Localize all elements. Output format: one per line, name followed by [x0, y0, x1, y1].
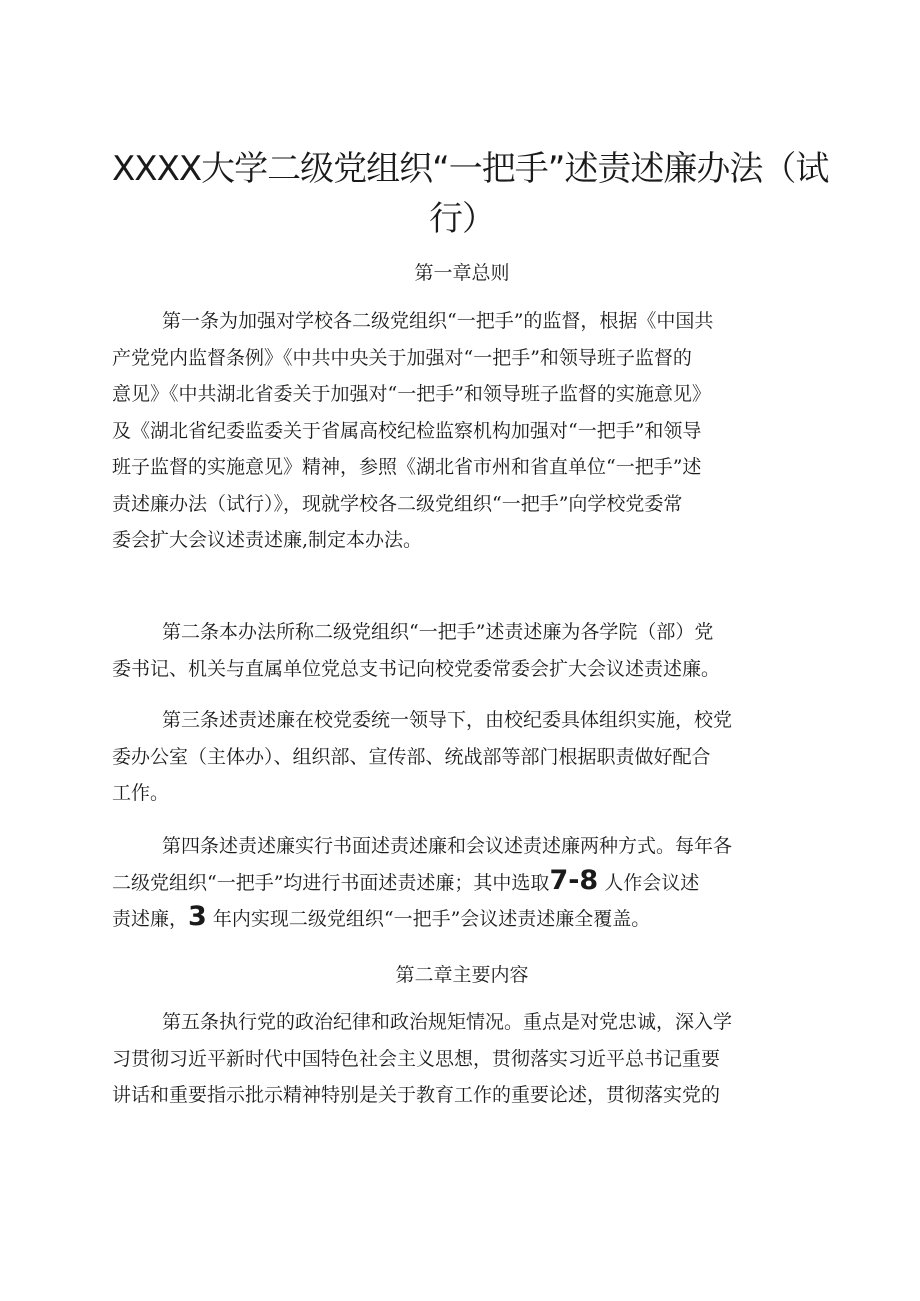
chapter-2-heading: 第二章主要内容	[395, 964, 529, 986]
article-1-line: 意见》《中共湖北省委关于加强对“一把手”和领导班子监督的实施意见》	[112, 383, 711, 405]
article-4-line	[112, 865, 812, 902]
article-3-line: 第三条述责述廉在校党委统一领导下，由校纪委具体组织实施，校党	[162, 709, 733, 731]
article-4-text: 人作会议述	[604, 871, 700, 894]
document-title-line-2: 行）	[429, 199, 495, 239]
article-1-line: 及《湖北省纪委监委关于省属高校纪检监察机构加强对“一把手”和领导	[112, 419, 702, 442]
article-2-line: 第二条本办法所称二级党组织“一把手”述责述廉为各学院（部）党	[162, 621, 714, 643]
article-2-line: 委书记、机关与直属单位党总支书记向校党委常委会扩大会议述责述廉。	[112, 657, 721, 680]
article-5	[112, 1004, 812, 1114]
article-4	[112, 828, 812, 938]
article-5-line: 习贯彻习近平新时代中国特色社会主义思想，贯彻落实习近平总书记重要	[112, 1047, 721, 1070]
article-4-text: 二级党组织“一把手”均进行书面述责述廉；其中选取	[112, 871, 550, 894]
article-5-line: 第五条执行党的政治纪律和政治规矩情况。重点是对党忠诚，深入学	[162, 1011, 733, 1033]
article-1	[112, 303, 812, 559]
article-1-line: 第一条为加强对学校各二级党组织“一把手”的监督，根据《中国共	[162, 310, 714, 332]
article-5-line: 讲话和重要指示批示精神特别是关于教育工作的重要论述，贯彻落实党的	[112, 1084, 721, 1106]
article-1-line: 产党党内监督条例》《中共中央关于加强对“一把手”和领导班子监督的	[112, 346, 692, 369]
article-1-line: 班子监督的实施意见》精神，参照《湖北省市州和省直单位“一把手”述	[112, 456, 702, 478]
article-4-text: 年内实现二级党组织“一把手”会议述责述廉全覆盖。	[212, 908, 651, 930]
chapter-1-heading: 第一章总则	[414, 262, 510, 284]
document-title-line-1: XXXX大学二级党组织“一把手”述责述廉办法（试	[112, 149, 829, 189]
article-4-text: 责述廉，	[112, 908, 189, 930]
article-3	[112, 702, 812, 812]
article-4-line: 第四条述责述廉实行书面述责述廉和会议述责述廉两种方式。每年各	[162, 835, 733, 857]
article-4-line	[112, 901, 812, 938]
article-3-line: 工作。	[112, 782, 170, 804]
article-4-number: 3	[188, 901, 207, 932]
article-2	[112, 614, 812, 687]
article-4-number: 7-8	[549, 864, 599, 896]
article-3-line: 委办公室（主体办）、组织部、宣传部、统战部等部门根据职责做好配合	[112, 745, 711, 768]
article-1-line: 责述廉办法（试行）》，现就学校各二级党组织“一把手”向学校党委常	[112, 492, 683, 515]
article-1-line: 委会扩大会议述责述廉,制定本办法。	[112, 529, 423, 551]
